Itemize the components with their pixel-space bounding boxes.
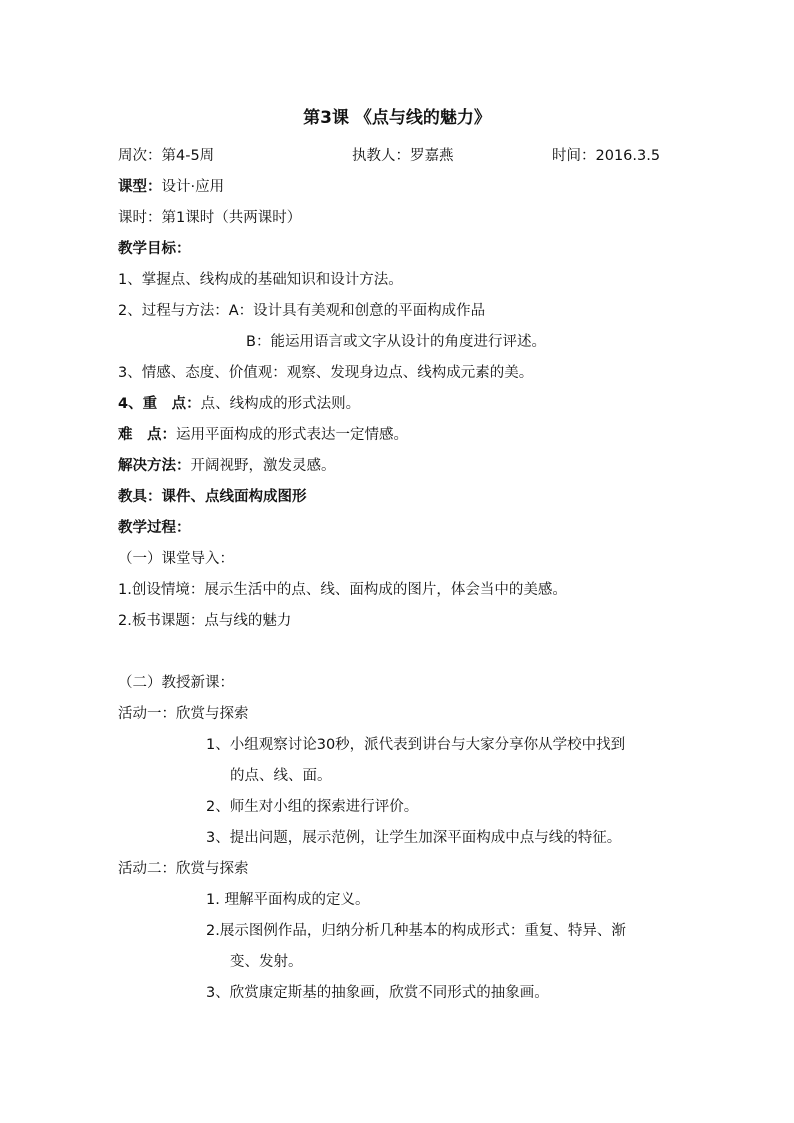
- lesson-type-label: 课型：: [118, 179, 162, 195]
- activity1-item-1-cont: 的点、线、面。: [230, 768, 332, 784]
- activity2-heading: 活动二：欣赏与探索: [118, 861, 249, 877]
- page-title: 第3课 《点与线的魅力》: [303, 108, 491, 128]
- objectives-heading-text: 教学目标：: [118, 241, 191, 257]
- key-point: [118, 394, 360, 414]
- activity2-item-1: 1. 理解平面构成的定义。: [206, 892, 370, 908]
- activity1-heading: 活动一：欣赏与探索: [118, 706, 249, 722]
- lesson-hours: 课时：第1课时（共两课时）: [118, 210, 302, 226]
- activity2-item-2-cont: 变、发射。: [230, 954, 303, 970]
- solution-value: 开阔视野，激发灵感。: [190, 458, 336, 474]
- section1-item-1: 1.创设情境：展示生活中的点、线、面构成的图片，体会当中的美感。: [118, 582, 567, 598]
- tools-text: 教具：课件、点线面构成图形: [118, 489, 307, 505]
- lesson-type: [118, 177, 224, 197]
- key-point-label: 4、重 点：: [118, 396, 201, 412]
- objective-1: 1、掌握点、线构成的基础知识和设计方法。: [118, 272, 403, 288]
- week-info: 周次：第4-5周: [118, 148, 215, 164]
- process-heading-text: 教学过程：: [118, 520, 191, 536]
- difficulty: [118, 425, 408, 445]
- solution: [118, 456, 336, 476]
- activity1-item-2: 2、师生对小组的探索进行评价。: [206, 799, 419, 815]
- section2-heading: （二）教授新课：: [118, 675, 234, 691]
- activity1-item-1: 1、小组观察讨论30秒，派代表到讲台与大家分享你从学校中找到: [206, 737, 626, 753]
- activity2-item-3: 3、欣赏康定斯基的抽象画，欣赏不同形式的抽象画。: [206, 985, 549, 1001]
- objective-2: 2、过程与方法：A：设计具有美观和创意的平面构成作品: [118, 303, 486, 319]
- section1-item-2: 2.板书课题：点与线的魅力: [118, 613, 292, 629]
- objectives-heading: [118, 239, 191, 259]
- activity2-item-2: 2.展示图例作品，归纳分析几种基本的构成形式：重复、特异、渐: [206, 923, 626, 939]
- objective-3: 3、情感、态度、价值观：观察、发现身边点、线构成元素的美。: [118, 365, 534, 381]
- activity1-item-3: 3、提出问题，展示范例，让学生加深平面构成中点与线的特征。: [206, 830, 622, 846]
- teacher-info: 执教人：罗嘉燕: [352, 148, 454, 164]
- difficulty-value: 运用平面构成的形式表达一定情感。: [176, 427, 408, 443]
- tools: [118, 487, 307, 507]
- section1-heading: （一）课堂导入：: [118, 551, 234, 567]
- key-point-value: 点、线构成的形式法则。: [200, 396, 361, 412]
- lesson-type-value: 设计·应用: [161, 179, 225, 195]
- difficulty-label: 难 点：: [118, 427, 176, 443]
- solution-label: 解决方法：: [118, 458, 191, 474]
- objective-2b: B：能运用语言或文字从设计的角度进行评述。: [246, 334, 546, 350]
- process-heading: [118, 518, 191, 538]
- time-info: 时间：2016.3.5: [552, 148, 661, 164]
